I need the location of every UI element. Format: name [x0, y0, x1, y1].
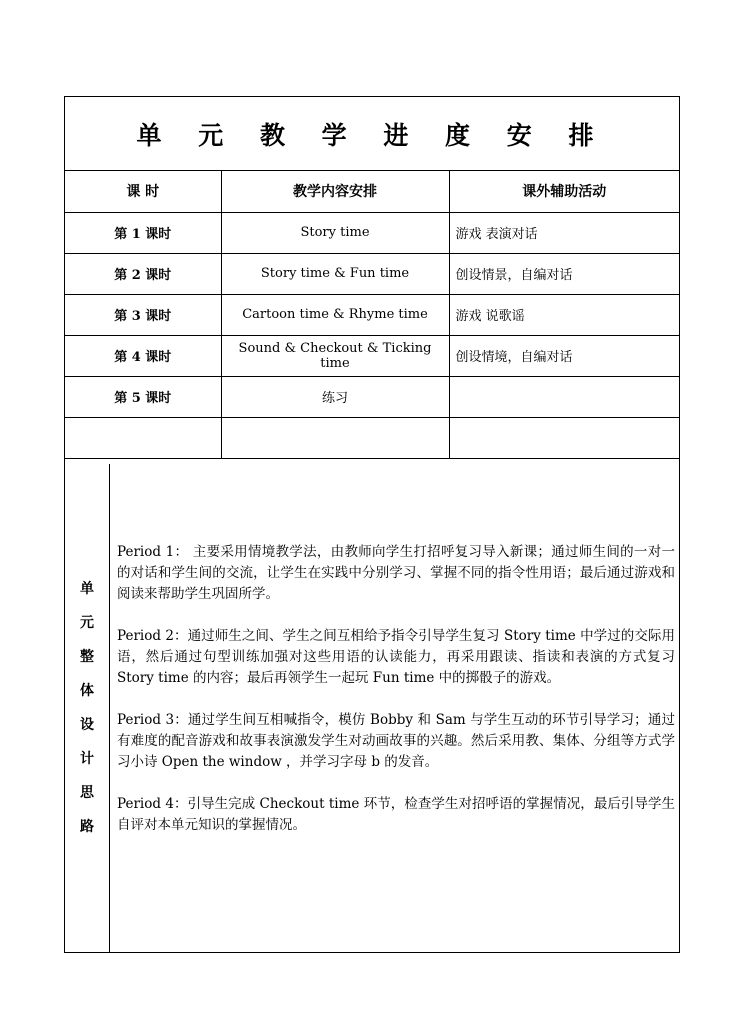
period-cell: [65, 417, 221, 458]
table-row: [65, 253, 679, 294]
activity-cell: 游戏 表演对话: [449, 212, 679, 253]
table-row: [65, 376, 679, 417]
period-cell: 第 1 课时: [65, 212, 221, 253]
activity-cell: 游戏 说歌谣: [449, 294, 679, 335]
schedule-sheet: [64, 96, 680, 953]
period-cell: 第 3 课时: [65, 294, 221, 335]
label-char: 思: [80, 785, 94, 801]
table-row: [65, 335, 679, 376]
table-row: [65, 212, 679, 253]
unit-design-label: [65, 464, 110, 952]
label-char: 路: [80, 819, 94, 835]
schedule-table: [65, 171, 679, 459]
label-char: 设: [80, 717, 94, 733]
header-period: 课 时: [65, 171, 221, 212]
content-cell: [221, 417, 449, 458]
label-char: 体: [80, 683, 94, 699]
activity-cell: 创设情境，自编对话: [449, 335, 679, 376]
period-cell: 第 4 课时: [65, 335, 221, 376]
unit-design-section: [65, 464, 679, 952]
header-activity: 课外辅助活动: [449, 171, 679, 212]
activity-cell: 创设情景，自编对话: [449, 253, 679, 294]
table-row: [65, 417, 679, 458]
activity-cell: [449, 417, 679, 458]
page-title: 单 元 教 学 进 度 安 排: [65, 97, 679, 171]
content-cell: 练习: [221, 376, 449, 417]
period-cell: 第 2 课时: [65, 253, 221, 294]
label-char: 单: [80, 581, 94, 597]
content-cell: Cartoon time & Rhyme time: [221, 294, 449, 335]
content-cell: Story time: [221, 212, 449, 253]
header-row: [65, 171, 679, 212]
period-1-paragraph: Period 1： 主要采用情境教学法，由教师向学生打招呼复习导入新课；通过师生间的一对一的对话和学生间的交流，让学生在实践中分别学习、掌握不同的指令性用语；最后通过游戏和阅读来帮助学生巩固所学。: [117, 544, 675, 602]
period-cell: 第 5 课时: [65, 376, 221, 417]
header-content: 教学内容安排: [221, 171, 449, 212]
period-3-paragraph: Period 3：通过学生间互相喊指令，模仿 Bobby 和 Sam 与学生互动的环节引导学习；通过有难度的配音游戏和故事表演激发学生对动画故事的兴趣。然后采用教、集体、分组等方式学习小诗 Open the window ，并学习字母 b 的发音。: [117, 712, 675, 770]
content-cell: Story time & Fun time: [221, 253, 449, 294]
content-cell: Sound & Checkout & Ticking time: [221, 335, 449, 376]
table-row: [65, 294, 679, 335]
period-4-paragraph: Period 4：引导生完成 Checkout time 环节，检查学生对招呼语的掌握情况，最后引导学生自评对本单元知识的掌握情况。: [117, 796, 675, 833]
label-char: 整: [80, 649, 94, 665]
label-char: 元: [80, 615, 94, 631]
unit-design-text: [117, 542, 675, 857]
period-2-paragraph: Period 2：通过师生之间、学生之间互相给予指令引导学生复习 Story time 中学过的交际用语，然后通过句型训练加强对这些用语的认读能力，再采用跟读、指读和表演的方式复习 Story time 的内容；最后再领学生一起玩 Fun time 中的掷骰子的游戏。: [117, 628, 675, 686]
activity-cell: [449, 376, 679, 417]
label-char: 计: [80, 751, 94, 767]
